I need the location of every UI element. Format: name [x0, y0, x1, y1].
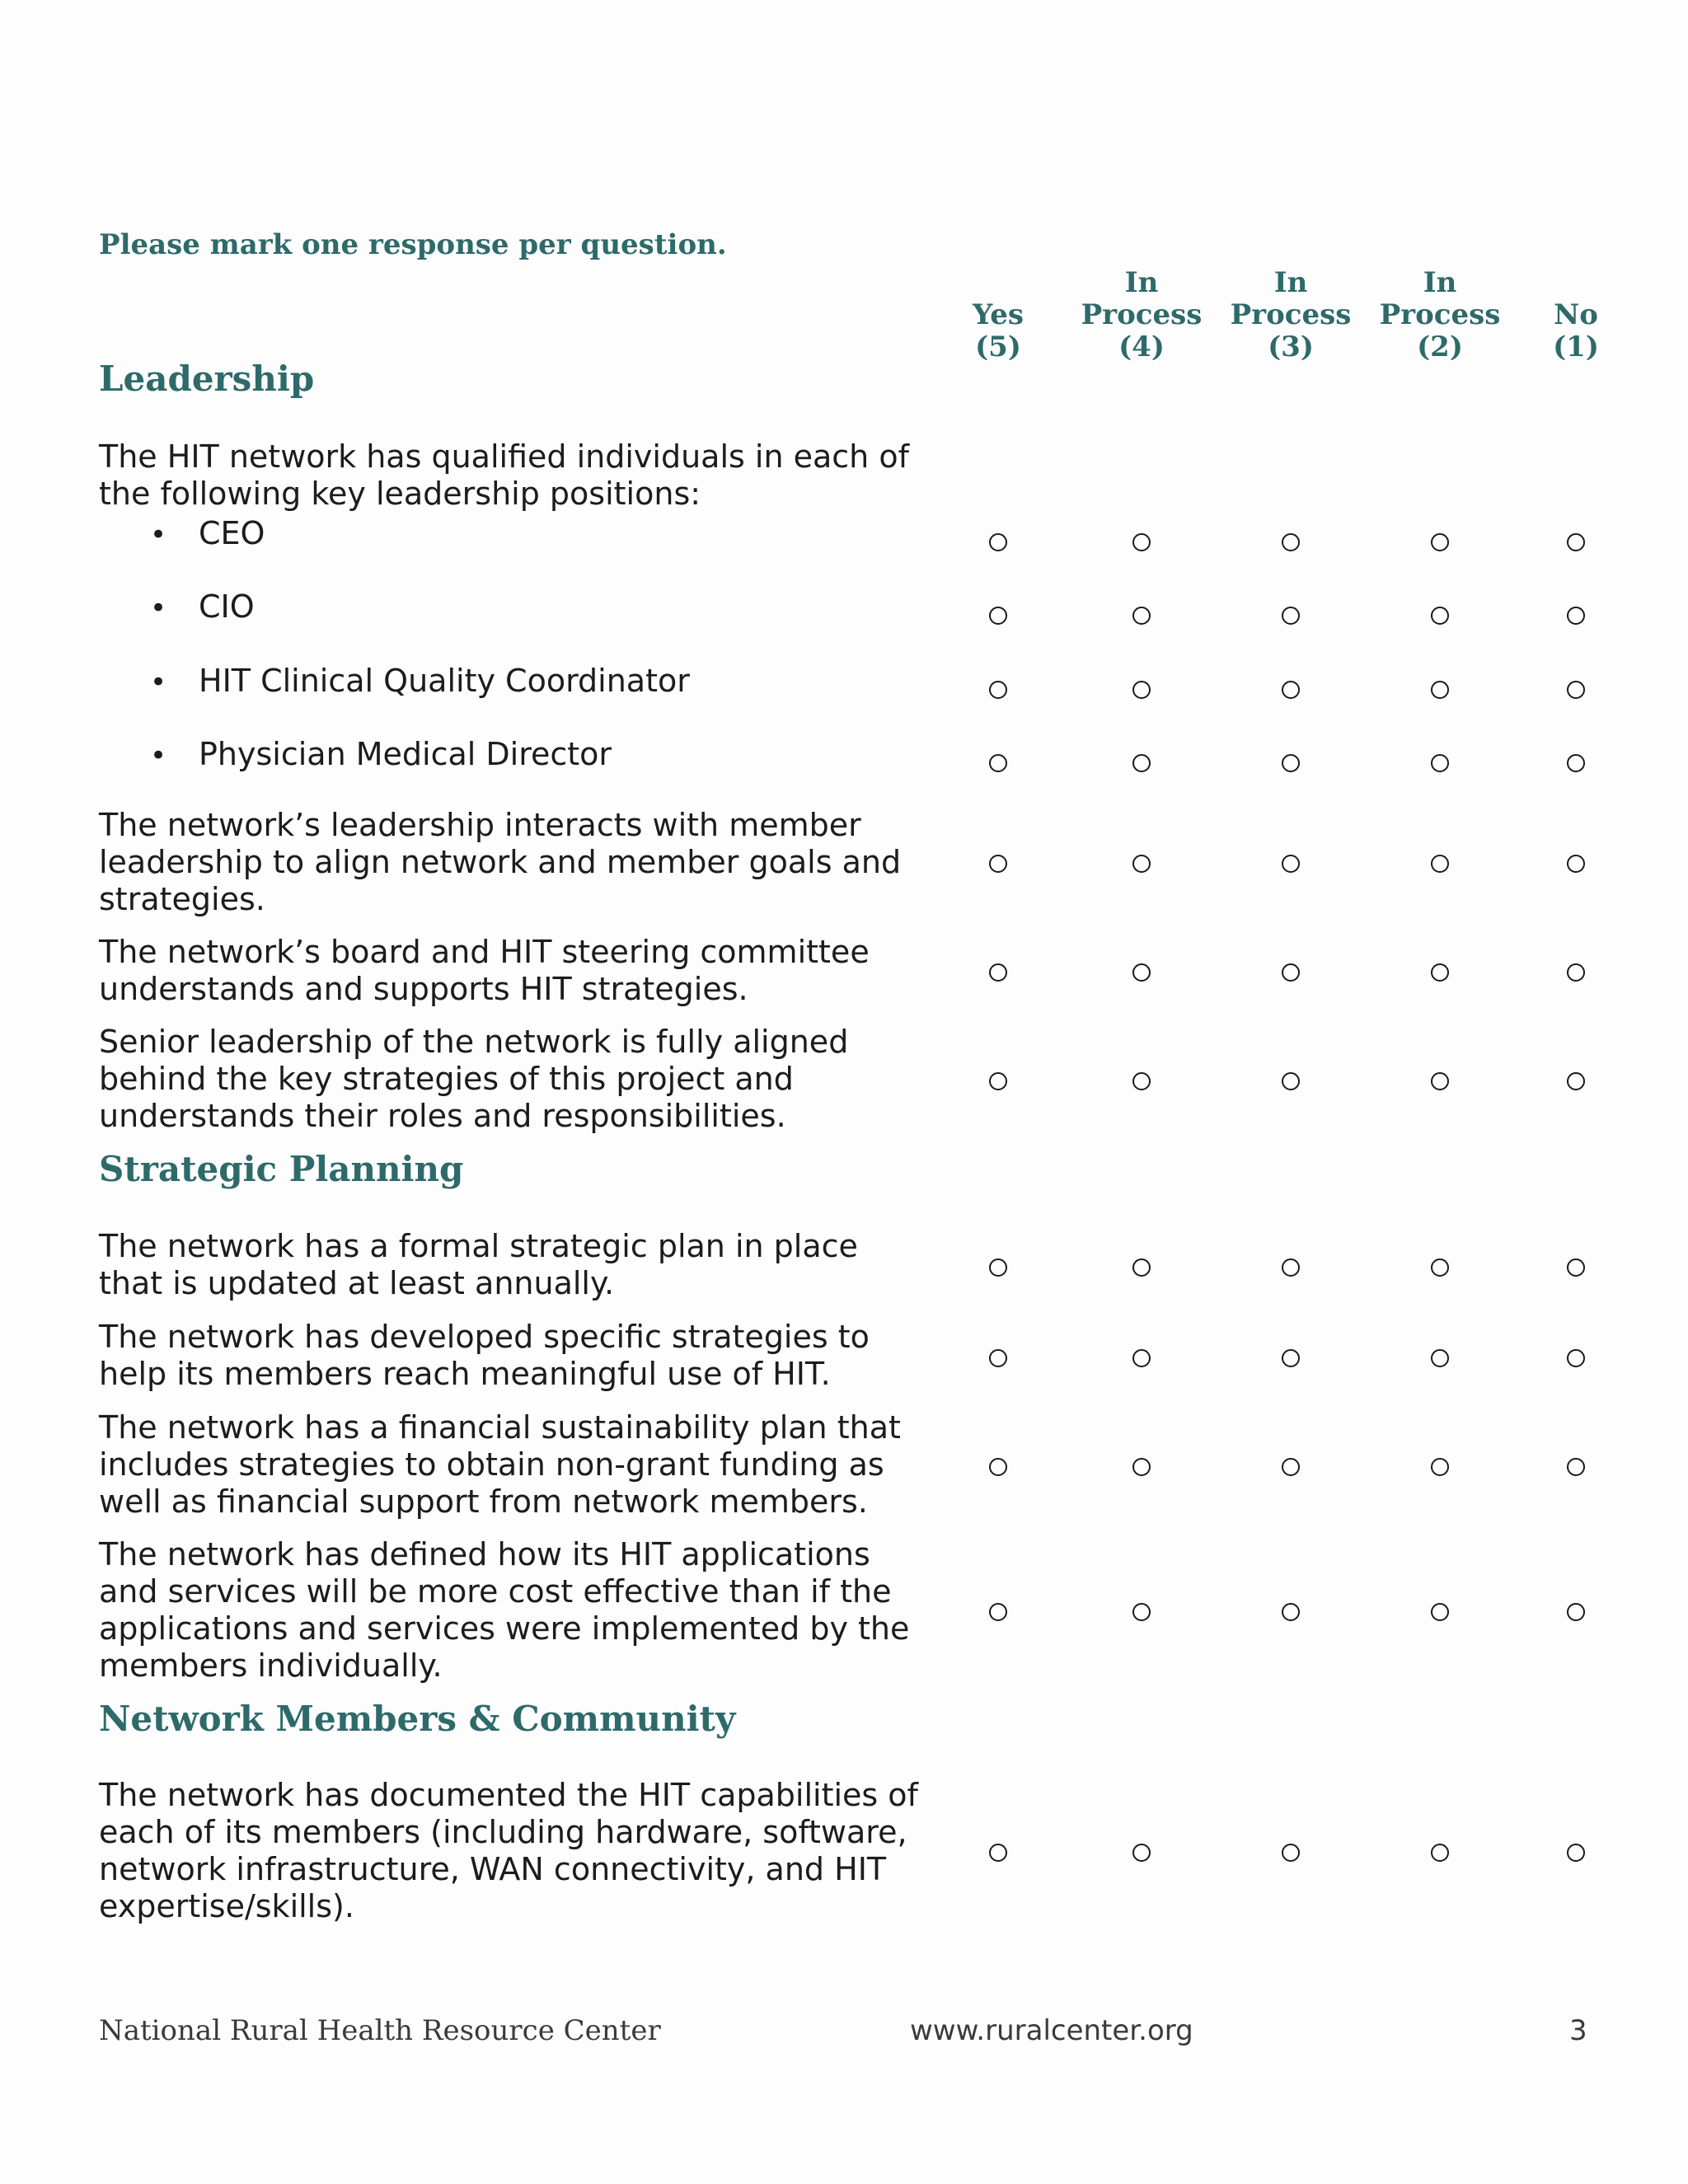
column-header-in-process-4: In Process (4)	[1081, 266, 1203, 363]
radio-in-process-4[interactable]	[1132, 963, 1151, 982]
radio-no-1[interactable]	[1567, 1603, 1585, 1621]
radio-yes-5[interactable]	[989, 607, 1007, 625]
position-label-physician-medical-director: Physician Medical Director	[199, 736, 612, 772]
radio-in-process-2[interactable]	[1431, 1844, 1449, 1862]
radio-yes-5[interactable]	[989, 754, 1007, 772]
instruction-text: Please mark one response per question.	[99, 228, 727, 261]
bullet-marker: •	[150, 739, 167, 772]
radio-in-process-2[interactable]	[1431, 1349, 1449, 1367]
radio-in-process-4[interactable]	[1132, 533, 1151, 551]
radio-in-process-3[interactable]	[1282, 1258, 1300, 1277]
section-title-strategic-planning: Strategic Planning	[99, 1149, 464, 1189]
radio-in-process-2[interactable]	[1431, 681, 1449, 699]
question-text-cost-effectiveness: The network has defined how its HIT applications and services will be more cost effective than if the applications and services were implemented by the members individually.	[99, 1536, 910, 1684]
radio-in-process-2[interactable]	[1431, 607, 1449, 625]
radio-in-process-2[interactable]	[1431, 963, 1449, 982]
radio-no-1[interactable]	[1567, 1458, 1585, 1476]
radio-in-process-3[interactable]	[1282, 607, 1300, 625]
radio-in-process-3[interactable]	[1282, 754, 1300, 772]
question-text-strategic-plan: The network has a formal strategic plan in place that is updated at least annually.	[99, 1228, 858, 1301]
radio-in-process-4[interactable]	[1132, 681, 1151, 699]
column-header-no: No (1)	[1553, 298, 1599, 363]
radio-yes-5[interactable]	[989, 1349, 1007, 1367]
radio-no-1[interactable]	[1567, 1258, 1585, 1277]
question-text-hit-capabilities: The network has documented the HIT capabilities of each of its members (including hardware, software, network infrastructure, WAN connectivity, and HIT expertise/skills).	[99, 1777, 918, 1924]
radio-in-process-3[interactable]	[1282, 1349, 1300, 1367]
footer-page-number: 3	[1569, 2014, 1587, 2047]
column-header-yes: Yes (5)	[972, 298, 1025, 363]
radio-in-process-2[interactable]	[1431, 533, 1449, 551]
radio-in-process-3[interactable]	[1282, 533, 1300, 551]
radio-no-1[interactable]	[1567, 1844, 1585, 1862]
question-text-board-support: The network’s board and HIT steering committee understands and supports HIT strategies.	[99, 934, 870, 1007]
radio-yes-5[interactable]	[989, 1603, 1007, 1621]
radio-in-process-4[interactable]	[1132, 754, 1151, 772]
radio-yes-5[interactable]	[989, 681, 1007, 699]
radio-in-process-3[interactable]	[1282, 1603, 1300, 1621]
question-text-meaningful-use: The network has developed specific strategies to help its members reach meaningful use of HIT.	[99, 1319, 870, 1392]
position-label-hit-clinical-quality-coordinator: HIT Clinical Quality Coordinator	[199, 663, 690, 699]
radio-yes-5[interactable]	[989, 963, 1007, 982]
position-label-ceo: CEO	[199, 515, 265, 551]
radio-yes-5[interactable]	[989, 1458, 1007, 1476]
radio-in-process-3[interactable]	[1282, 681, 1300, 699]
bullet-marker: •	[150, 666, 167, 699]
footer-organization: National Rural Health Resource Center	[99, 2014, 661, 2047]
radio-no-1[interactable]	[1567, 1072, 1585, 1090]
radio-in-process-4[interactable]	[1132, 1349, 1151, 1367]
radio-no-1[interactable]	[1567, 754, 1585, 772]
radio-in-process-2[interactable]	[1431, 1258, 1449, 1277]
radio-in-process-3[interactable]	[1282, 855, 1300, 873]
radio-in-process-4[interactable]	[1132, 1458, 1151, 1476]
radio-no-1[interactable]	[1567, 855, 1585, 873]
radio-in-process-2[interactable]	[1431, 1458, 1449, 1476]
radio-yes-5[interactable]	[989, 855, 1007, 873]
radio-in-process-4[interactable]	[1132, 607, 1151, 625]
radio-no-1[interactable]	[1567, 533, 1585, 551]
radio-in-process-3[interactable]	[1282, 963, 1300, 982]
bullet-marker: •	[150, 518, 167, 551]
radio-in-process-4[interactable]	[1132, 1844, 1151, 1862]
radio-no-1[interactable]	[1567, 681, 1585, 699]
column-header-in-process-2: In Process (2)	[1379, 266, 1501, 363]
radio-in-process-3[interactable]	[1282, 1072, 1300, 1090]
radio-in-process-4[interactable]	[1132, 855, 1151, 873]
radio-no-1[interactable]	[1567, 963, 1585, 982]
section-title-network-members: Network Members & Community	[99, 1699, 736, 1739]
column-header-in-process-3: In Process (3)	[1230, 266, 1352, 363]
radio-yes-5[interactable]	[989, 1258, 1007, 1277]
radio-in-process-4[interactable]	[1132, 1072, 1151, 1090]
radio-yes-5[interactable]	[989, 533, 1007, 551]
radio-no-1[interactable]	[1567, 1349, 1585, 1367]
radio-in-process-2[interactable]	[1431, 754, 1449, 772]
radio-yes-5[interactable]	[989, 1072, 1007, 1090]
radio-in-process-4[interactable]	[1132, 1258, 1151, 1277]
radio-yes-5[interactable]	[989, 1844, 1007, 1862]
question-text-leadership-alignment: The network’s leadership interacts with member leadership to align network and member goals and strategies.	[99, 807, 902, 917]
section-title-leadership: Leadership	[99, 359, 315, 399]
question-text-senior-leadership: Senior leadership of the network is fully aligned behind the key strategies of this project and understands their roles and responsibilities.	[99, 1024, 849, 1134]
radio-in-process-2[interactable]	[1431, 1603, 1449, 1621]
radio-in-process-3[interactable]	[1282, 1458, 1300, 1476]
radio-in-process-4[interactable]	[1132, 1603, 1151, 1621]
question-text-leadership-intro: The HIT network has qualified individuals in each of the following key leadership positions:	[99, 438, 909, 512]
position-label-cio: CIO	[199, 588, 255, 625]
question-text-financial-sustainability: The network has a financial sustainability plan that includes strategies to obtain non-grant funding as well as financial support from network members.	[99, 1409, 901, 1520]
bullet-marker: •	[150, 592, 167, 625]
footer-website: www.ruralcenter.org	[910, 2014, 1193, 2047]
radio-in-process-3[interactable]	[1282, 1844, 1300, 1862]
radio-in-process-2[interactable]	[1431, 1072, 1449, 1090]
radio-no-1[interactable]	[1567, 607, 1585, 625]
radio-in-process-2[interactable]	[1431, 855, 1449, 873]
